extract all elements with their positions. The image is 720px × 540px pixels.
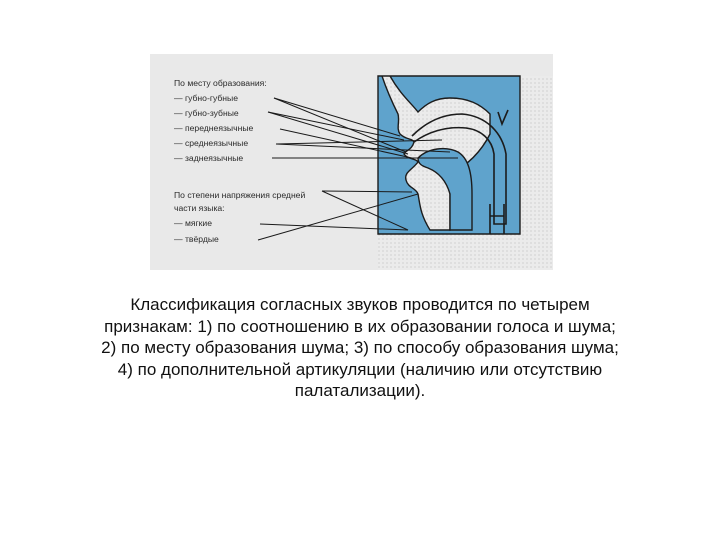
- label-hard: — твёрдые: [174, 234, 219, 244]
- place-heading: По месту образования:: [174, 78, 267, 88]
- tension-heading-line2: части языка:: [174, 203, 225, 213]
- articulation-diagram: [150, 54, 553, 270]
- label-back-lingual: — заднеязычные: [174, 153, 244, 163]
- label-front-lingual: — переднеязычные: [174, 123, 254, 133]
- label-soft: — мягкие: [174, 218, 213, 228]
- label-mid-lingual: — среднеязычные: [174, 138, 249, 148]
- label-labial-labial: — губно-губные: [174, 93, 238, 103]
- caption-text: Классификация согласных звуков проводится по четырем признакам: 1) по соотношению в их образовании голоса и шума; 2) по месту образования шума; 3) по способу образования шума; 4) по дополнительной артикуляции (наличию или отсутствию палатализации).: [101, 295, 619, 400]
- label-labial-dental: — губно-зубные: [174, 108, 239, 118]
- tension-heading-line1: По степени напряжения средней: [174, 190, 306, 200]
